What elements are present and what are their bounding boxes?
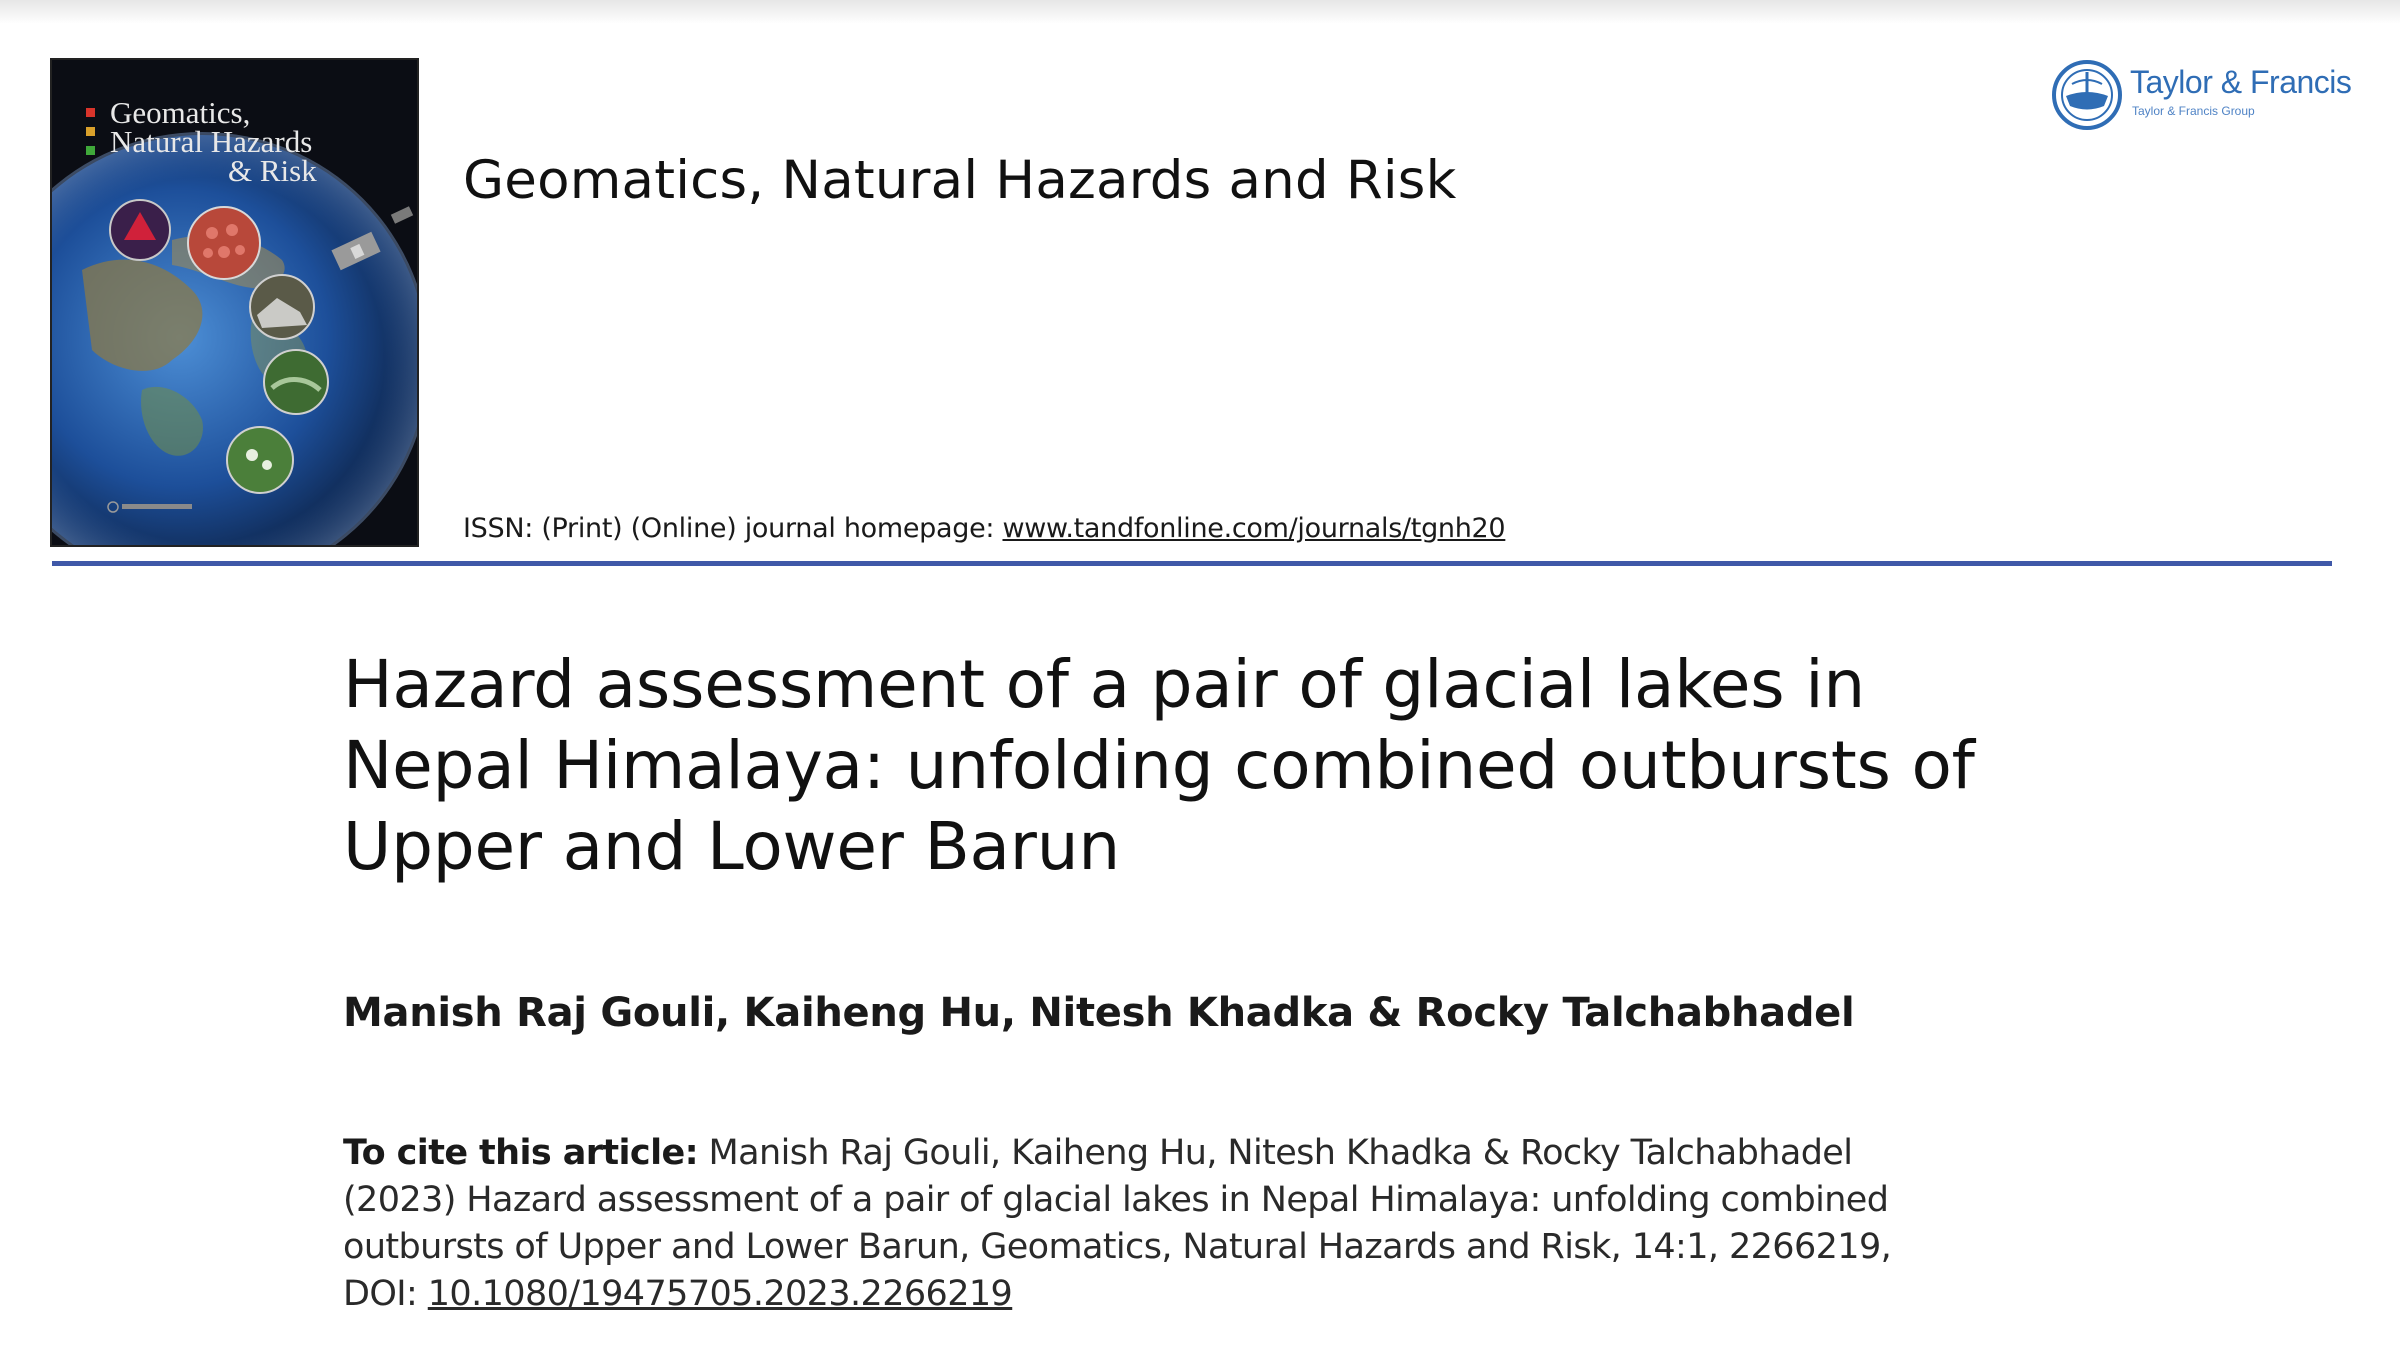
doi-label: DOI: bbox=[343, 1274, 428, 1314]
publisher-logo-text: Taylor & Francis bbox=[2130, 64, 2352, 100]
cover-color-dots bbox=[86, 108, 96, 165]
doi-link[interactable]: 10.1080/19475705.2023.2266219 bbox=[427, 1274, 1013, 1314]
cover-publisher-logo-icon bbox=[106, 500, 206, 514]
citation-line bbox=[343, 1130, 2043, 1177]
citation-label: To cite this article: bbox=[343, 1133, 699, 1173]
cover-red-dot bbox=[86, 108, 95, 117]
cover-orange-dot bbox=[86, 127, 95, 136]
citation-line: outbursts of Upper and Lower Barun, Geomatics, Natural Hazards and Risk, 14:1, 2266219, bbox=[343, 1227, 1892, 1267]
article-authors: Manish Raj Gouli, Kaiheng Hu, Nitesh Khadka & Rocky Talchabhadel bbox=[343, 990, 1855, 1036]
journal-cover-image bbox=[50, 58, 419, 547]
cover-title-line: & Risk bbox=[228, 153, 317, 188]
cover-publisher-mark bbox=[106, 500, 256, 514]
citation-line bbox=[343, 1271, 2043, 1318]
publisher-logo[interactable] bbox=[2050, 58, 2350, 138]
article-title-line: Nepal Himalaya: unfolding combined outbursts of bbox=[343, 727, 1975, 804]
page-top-shadow bbox=[0, 0, 2400, 24]
article-title-line: Upper and Lower Barun bbox=[343, 808, 1120, 885]
issn-line bbox=[463, 513, 1505, 544]
citation-block bbox=[343, 1130, 2043, 1318]
cover-green-dot bbox=[86, 146, 95, 155]
cover-title-line: Geomatics, bbox=[110, 95, 251, 130]
cover-title-line: Natural Hazards bbox=[110, 124, 313, 159]
article-title-line: Hazard assessment of a pair of glacial lakes in bbox=[343, 646, 1866, 723]
journal-name: Geomatics, Natural Hazards and Risk bbox=[463, 150, 1457, 211]
publisher-logo-subtext: Taylor & Francis Group bbox=[2132, 104, 2255, 118]
citation-line: (2023) Hazard assessment of a pair of glacial lakes in Nepal Himalaya: unfolding combined bbox=[343, 1180, 1889, 1220]
cover-journal-title bbox=[110, 95, 317, 188]
article-title bbox=[343, 644, 2043, 887]
taylor-francis-logo-icon bbox=[2050, 58, 2124, 132]
issn-text: ISSN: (Print) (Online) journal homepage: bbox=[463, 513, 1003, 544]
citation-authors: Manish Raj Gouli, Kaiheng Hu, Nitesh Khadka & Rocky Talchabhadel bbox=[698, 1133, 1853, 1173]
journal-homepage-link[interactable]: www.tandfonline.com/journals/tgnh20 bbox=[1002, 513, 1506, 544]
header-divider bbox=[52, 561, 2332, 566]
